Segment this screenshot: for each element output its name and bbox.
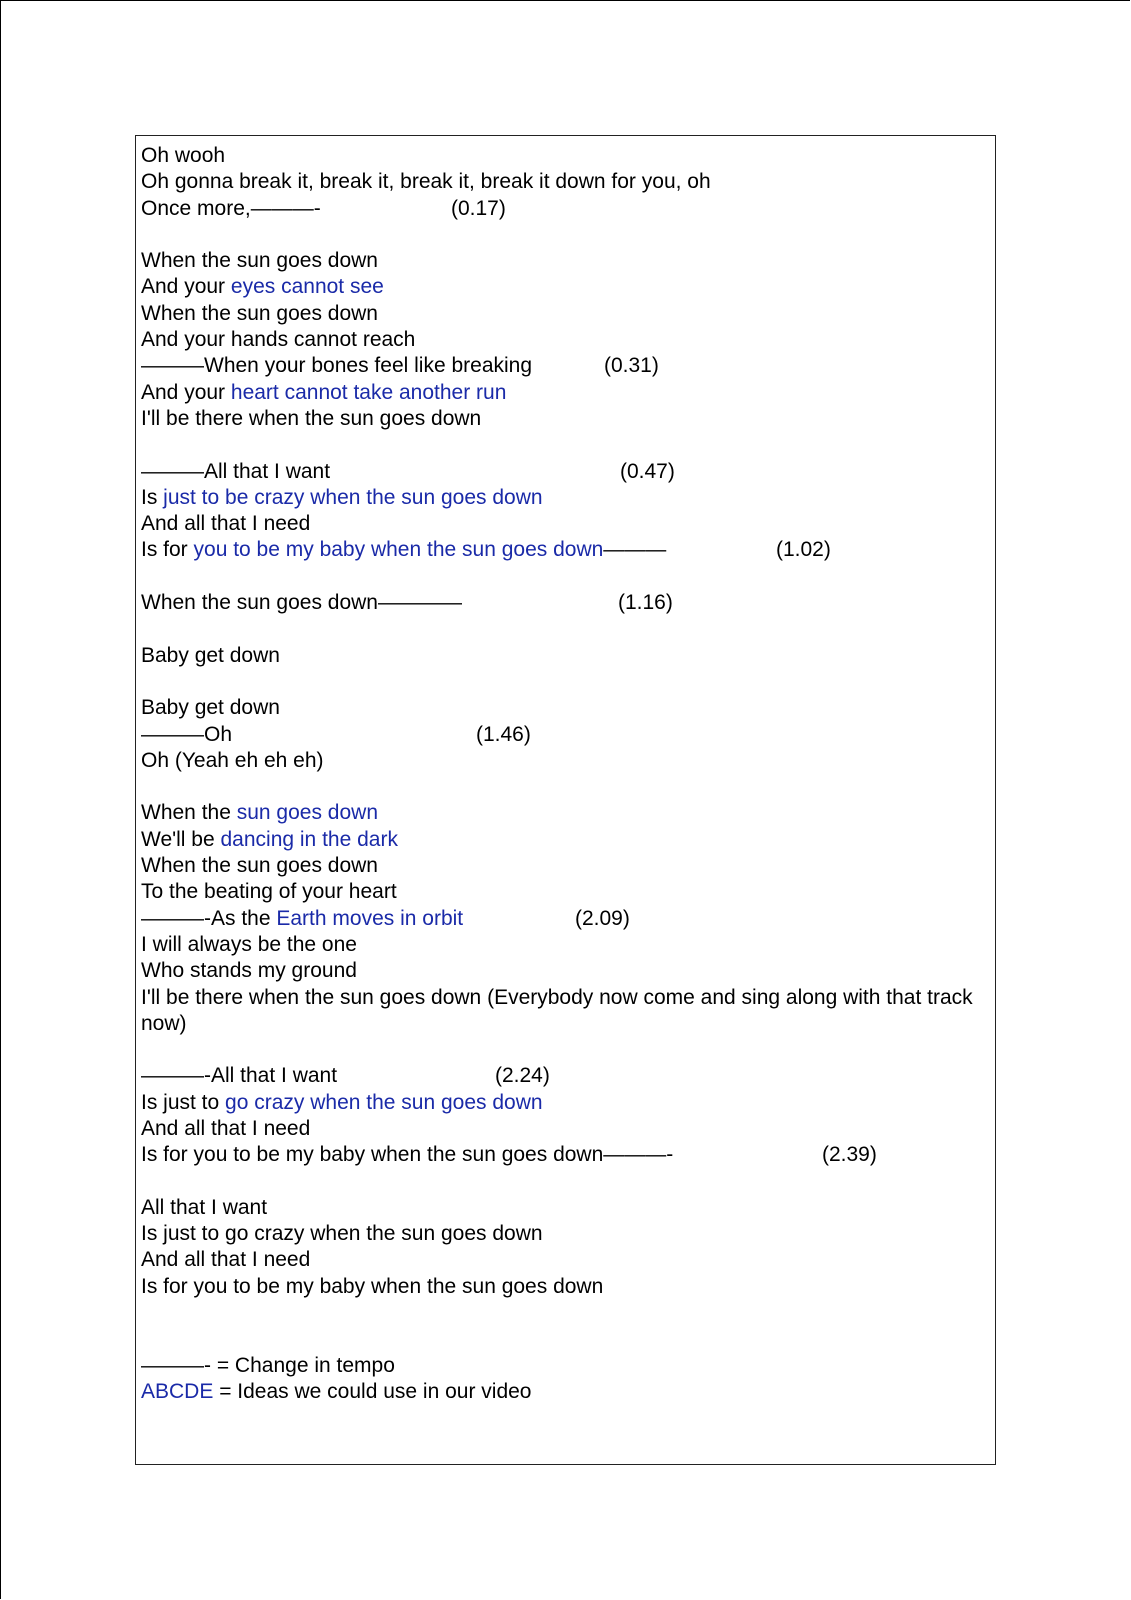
- lyric-text: When the sun goes down: [141, 854, 378, 878]
- lyric-line: [141, 1090, 997, 1116]
- timestamp: (0.47): [620, 459, 675, 483]
- lyric-line: [141, 406, 997, 432]
- timestamp: (2.09): [575, 906, 630, 930]
- lyric-text: When the: [141, 801, 237, 825]
- lyric-line: [141, 196, 997, 222]
- lyric-text: Is for: [141, 538, 194, 562]
- timestamp: (1.46): [476, 722, 531, 746]
- lyric-text: Oh gonna break it, break it, break it, break it down for you, oh: [141, 170, 711, 194]
- lyric-line: [141, 353, 997, 379]
- lyric-text: And all that I need: [141, 1248, 311, 1272]
- lyric-line: [141, 511, 997, 537]
- legend-ideas: [141, 1379, 997, 1405]
- lyric-line: [141, 143, 997, 169]
- lyric-line: [141, 958, 997, 984]
- lyric-line: [141, 932, 997, 958]
- video-idea: Earth moves in orbit: [276, 906, 464, 930]
- lyric-text: ———When your bones feel like breaking: [141, 354, 533, 378]
- lyric-line: [141, 248, 997, 274]
- lyric-text: ———-All that I want: [141, 1064, 338, 1088]
- video-idea: dancing in the dark: [220, 827, 398, 851]
- lyric-line: [141, 274, 997, 300]
- lyric-text: Is just to go crazy when the sun goes down: [141, 1222, 543, 1246]
- lyrics-sheet: [141, 143, 997, 1405]
- lyric-text: Is for you to be my baby when the sun goes down: [141, 1274, 604, 1298]
- video-idea: eyes cannot see: [230, 275, 384, 299]
- timestamp: (1.16): [618, 591, 673, 615]
- lyric-text: Who stands my ground: [141, 959, 357, 983]
- lyric-text: All that I want: [141, 1195, 268, 1219]
- timestamp: (1.02): [776, 538, 831, 562]
- legend-tempo-symbol: ———-: [141, 1353, 211, 1377]
- lyric-line: [141, 906, 997, 932]
- lyric-text: I'll be there when the sun goes down: [141, 406, 482, 430]
- lyric-text: And your: [141, 380, 231, 404]
- video-idea: go crazy when the sun goes down: [225, 1090, 543, 1114]
- lyric-line: [141, 1116, 997, 1142]
- timestamp: (0.17): [451, 196, 506, 220]
- lyric-line: [141, 1247, 997, 1273]
- lyric-text: Is just to: [141, 1090, 226, 1114]
- lyric-line: [141, 301, 997, 327]
- lyric-text: When the sun goes down: [141, 301, 378, 325]
- lyric-text: When the sun goes down————: [141, 591, 462, 615]
- lyric-line: [141, 1221, 997, 1247]
- timestamp: (2.24): [495, 1064, 550, 1088]
- lyric-line: [141, 695, 997, 721]
- lyric-line: [141, 485, 997, 511]
- lyric-line: [141, 827, 997, 853]
- lyric-text: And all that I need: [141, 1116, 311, 1140]
- legend-ideas-symbol: ABCDE: [141, 1379, 214, 1403]
- lyric-text: And your: [141, 275, 231, 299]
- lyric-text: ———-As the: [141, 906, 277, 930]
- lyric-line: [141, 879, 997, 905]
- lyric-text: Is for you to be my baby when the sun goes down———-: [141, 1143, 674, 1167]
- video-idea: sun goes down: [236, 801, 379, 825]
- lyric-line: [141, 380, 997, 406]
- timestamp: (2.39): [822, 1143, 877, 1167]
- lyric-line: [141, 643, 997, 669]
- lyric-line: [141, 800, 997, 826]
- lyric-line: [141, 327, 997, 353]
- lyric-text: And your hands cannot reach: [141, 328, 416, 352]
- lyric-text: Baby get down: [141, 643, 280, 667]
- lyric-text: When the sun goes down: [141, 249, 378, 273]
- lyric-text: ———Oh: [141, 722, 233, 746]
- lyric-line: [141, 1274, 997, 1300]
- lyric-text: Oh wooh: [141, 144, 226, 167]
- lyric-text: Once more,———-: [141, 196, 321, 220]
- video-idea: just to be crazy when the sun goes down: [163, 485, 543, 509]
- video-idea: heart cannot take another run: [230, 380, 507, 404]
- lyric-line: [141, 853, 997, 879]
- legend-ideas-text: = Ideas we could use in our video: [213, 1379, 532, 1403]
- lyric-line: [141, 1195, 997, 1221]
- lyric-line: [141, 169, 997, 195]
- timestamp: (0.31): [604, 354, 659, 378]
- lyric-text: Oh (Yeah eh eh eh): [141, 748, 324, 772]
- lyric-text: And all that I need: [141, 512, 311, 536]
- lyric-text: I will always be the one: [141, 932, 357, 956]
- lyric-line: [141, 985, 991, 1038]
- video-idea: you to be my baby when the sun goes down: [193, 538, 604, 562]
- lyric-line: [141, 590, 997, 616]
- lyric-line: [141, 722, 997, 748]
- lyric-text: I'll be there when the sun goes down (Everybody now come and sing along with that track now): [141, 985, 973, 1035]
- lyric-text: Is: [141, 485, 164, 509]
- lyric-line: [141, 459, 997, 485]
- lyric-line: [141, 537, 997, 563]
- tempo-mark: ———: [603, 538, 667, 562]
- legend-tempo: [141, 1353, 997, 1379]
- lyric-text: ———All that I want: [141, 459, 331, 483]
- lyric-text: To the beating of your heart: [141, 880, 397, 904]
- lyric-line: [141, 1142, 997, 1168]
- lyric-text: Baby get down: [141, 696, 280, 720]
- lyric-line: [141, 1063, 997, 1089]
- legend-tempo-text: = Change in tempo: [211, 1353, 395, 1377]
- lyric-text: We'll be: [141, 827, 221, 851]
- lyric-line: [141, 748, 997, 774]
